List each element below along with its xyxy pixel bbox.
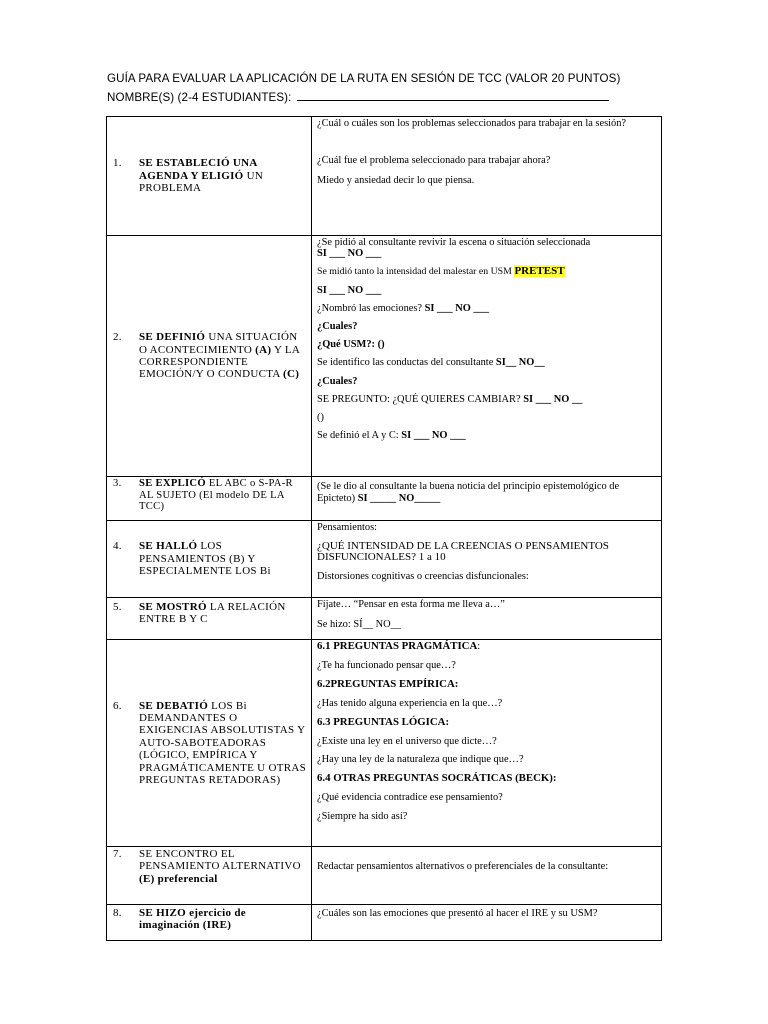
answer-5[interactable]: Fíjate… “Pensar en esta forma me lleva a…” Se hizo: SÍ__ NO__ — [317, 599, 505, 630]
answer-6[interactable]: 6.1 PREGUNTAS PRAGMÁTICA: ¿Te ha funcionado pensar que…? 6.2PREGUNTAS EMPÍRICA: ¿Has tenido alguna experiencia en la que…? 6.3 PREGUNTAS LÓGICA: ¿Existe una ley en el universo que dicte…? ¿Hay una ley de la naturaleza que indique que…? 6.4 OTRAS PREGUNTAS SOCRÁTICAS (BECK): ¿Qué evidencia contradice ese pensamiento? ¿Siempre ha sido así? — [317, 640, 557, 823]
criterion-2: 2. SE DEFINIÓ UNA SITUACIÓN O ACONTECIMIENTO (A) Y LA CORRESPONDIENTE EMOCIÓN/Y O CONDUCTA (C) — [113, 331, 300, 381]
criterion-3: 3. SE EXPLICÓ EL ABC o S-PA-R AL SUJETO (El modelo DE LA TCC) — [113, 478, 293, 513]
answer-3[interactable]: (Se le dio al consultante la buena noticia del principio epistemológico de Epicteto) SI _____ NO_____ — [317, 481, 620, 504]
table-row — [107, 847, 662, 905]
table-row — [107, 640, 662, 847]
answer-7[interactable]: Redactar pensamientos alternativos o preferenciales de la consultante: — [317, 861, 609, 872]
answer-8[interactable]: ¿Cuáles son las emociones que presentó al hacer el IRE y su USM? — [317, 908, 598, 919]
names-line — [107, 90, 609, 104]
criterion-4: 4. SE HALLÓ LOS PENSAMIENTOS (B) Y ESPECIALMENTE LOS Bi — [113, 540, 271, 578]
criterion-1: 1. SE ESTABLECIÓ UNA AGENDA Y ELIGIÓ UN PROBLEMA — [113, 157, 264, 195]
table-row — [107, 905, 662, 941]
names-blank[interactable] — [297, 90, 609, 101]
criterion-7: 7. SE ENCONTRO EL PENSAMIENTO ALTERNATIVO (E) preferencial — [113, 848, 301, 885]
answer-2[interactable]: ¿Se pidió al consultante revivir la escena o situación seleccionada SI ___ NO ___ Se midió tanto la intensidad del malestar en USM PRETEST SI ___ NO ___ ¿Nombró las emociones? SI ___ NO ___ ¿Cuales? ¿Qué USM?: () Se identifico las conductas del consultante SI__ NO__ ¿Cuales? SE PREGUNTO: ¿QUÉ QUIERES CAMBIAR? SI ___ NO __ () Se definió el A y C: SI ___ NO ___ — [317, 237, 591, 442]
table-row — [107, 477, 662, 521]
table-row — [107, 598, 662, 640]
page-title: GUÍA PARA EVALUAR LA APLICACIÓN DE LA RUTA EN SESIÓN DE TCC (VALOR 20 PUNTOS) — [107, 72, 621, 85]
answer-4[interactable]: Pensamientos: ¿QUÉ INTENSIDAD DE LA CREENCIAS O PENSAMIENTOS DISFUNCIONALES? 1 a 10 Distorsiones cognitivas o creencias disfuncionales: — [317, 522, 609, 582]
table-row — [107, 521, 662, 598]
answer-1[interactable]: ¿Cuál o cuáles son los problemas seleccionados para trabajar en la sesión? ¿Cuál fue el problema seleccionado para trabajar ahora? Miedo y ansiedad decir lo que piensa. — [317, 118, 627, 186]
pretest-highlight: PRETEST — [514, 265, 565, 278]
criterion-6: 6. SE DEBATIÓ LOS Bi DEMANDANTES O EXIGENCIAS ABSOLUTISTAS Y AUTO-SABOTEADORAS (LÓGICO, EMPÍRICA Y PRAGMÁTICAMENTE U OTRAS PREGUNTAS RETADORAS) — [113, 699, 307, 787]
evaluation-table — [106, 116, 662, 941]
criterion-8: 8. SE HIZO ejercicio de imaginación (IRE) — [113, 907, 246, 932]
names-label: NOMBRE(S) (2-4 ESTUDIANTES): — [107, 91, 292, 104]
table-row — [107, 236, 662, 477]
criterion-5: 5. SE MOSTRÓ LA RELACIÓN ENTRE B Y C — [113, 601, 286, 626]
table-row — [107, 117, 662, 236]
